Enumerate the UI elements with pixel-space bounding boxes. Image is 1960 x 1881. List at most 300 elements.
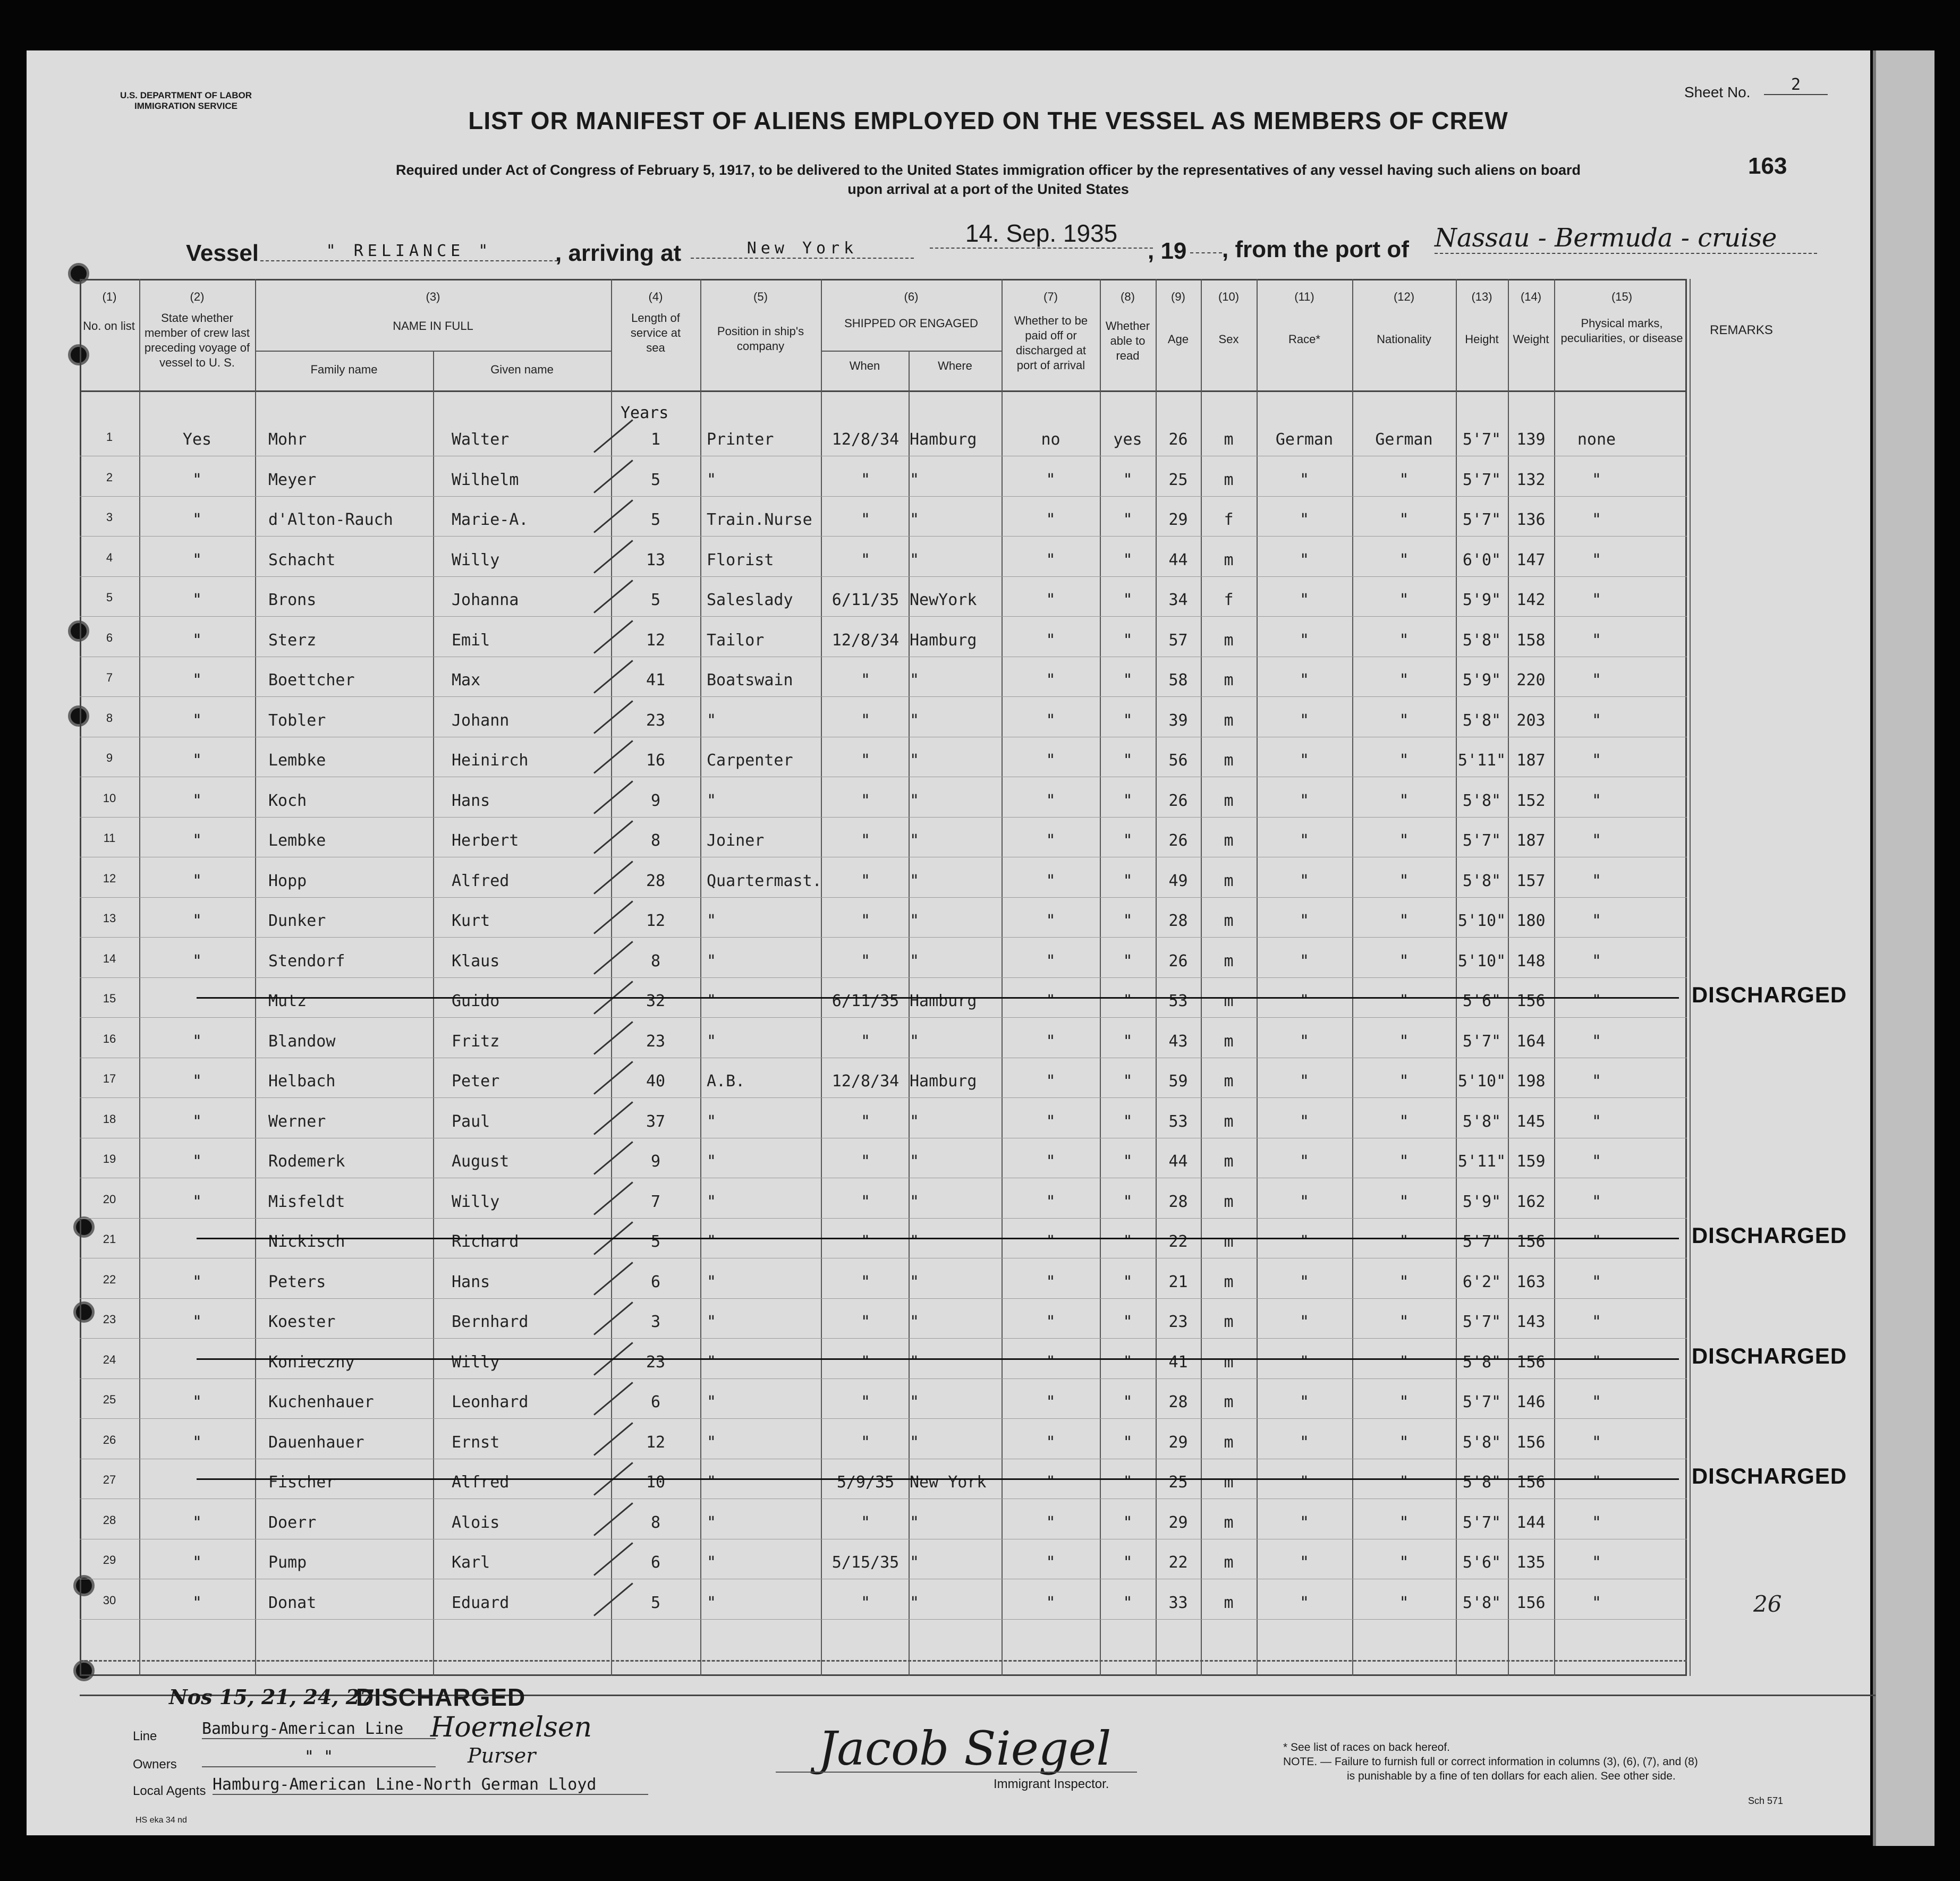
col8-number: (8): [1121, 290, 1135, 303]
nationality: ": [1399, 1433, 1409, 1452]
col3-header: NAME IN FULL: [393, 319, 473, 333]
age: 44: [1168, 550, 1188, 569]
col14-header: Weight: [1513, 333, 1549, 346]
col5-header: Position in ship's company: [717, 325, 804, 353]
service-years: 5: [650, 591, 661, 609]
age: 58: [1168, 671, 1188, 690]
prev-voyage: ": [192, 831, 202, 850]
position: ": [707, 1352, 717, 1372]
owners-label: Owners: [133, 1757, 177, 1772]
race: ": [1299, 1192, 1310, 1211]
shipped-where: Hamburg: [910, 992, 977, 1010]
physical-marks: ": [1591, 1232, 1602, 1251]
nationality: ": [1399, 631, 1409, 650]
subtitle-line-1: Required under Act of Congress of February 5, 1917, to be delivered to the United States immigration officer by the representatives of any vessel having such aliens on board: [395, 162, 1581, 178]
service-years: 32: [646, 992, 666, 1010]
prev-voyage: ": [192, 671, 202, 690]
row-number: 7: [106, 671, 113, 684]
given-name: Alois: [452, 1513, 500, 1532]
shipped-where: Hamburg: [910, 1072, 977, 1091]
shipped-where: ": [910, 871, 920, 890]
form-code: HS eka 34 nd: [135, 1816, 187, 1825]
shipped-where: ": [910, 470, 920, 489]
physical-marks: ": [1591, 951, 1602, 971]
prev-voyage: ": [192, 631, 202, 650]
paid-off: ": [1046, 1232, 1056, 1251]
weight: 198: [1516, 1072, 1546, 1091]
arriving-label: , arriving at: [555, 240, 682, 266]
given-name: Kurt: [452, 912, 490, 930]
row-remark: DISCHARGED: [1691, 1463, 1847, 1488]
row-rule: [80, 977, 1687, 978]
row-number: 26: [103, 1433, 116, 1446]
shipped-where: ": [910, 1192, 920, 1211]
col6-header: SHIPPED OR ENGAGED: [844, 317, 978, 330]
able-to-read: ": [1123, 510, 1133, 529]
race: ": [1299, 791, 1310, 810]
able-to-read: ": [1123, 831, 1133, 850]
able-to-read: ": [1123, 591, 1133, 609]
nationality: ": [1399, 591, 1409, 609]
shipped-when: ": [860, 711, 871, 730]
row-rule: [80, 1298, 1687, 1299]
family-name: Misfeldt: [268, 1192, 345, 1211]
nationality: ": [1399, 1352, 1409, 1372]
family-name: Meyer: [268, 470, 317, 489]
able-to-read: ": [1123, 550, 1133, 569]
height: 5'8": [1462, 631, 1501, 650]
nationality: ": [1399, 1393, 1409, 1411]
shipped-when: 6/11/35: [831, 591, 900, 609]
able-to-read: ": [1123, 1473, 1133, 1492]
prev-voyage: ": [192, 951, 202, 971]
row-number: 2: [106, 470, 113, 484]
family-name: Fischer: [268, 1473, 336, 1492]
position: ": [707, 1232, 717, 1251]
height: 5'7": [1462, 430, 1501, 449]
nationality: ": [1399, 1313, 1409, 1331]
shipped-where: ": [910, 671, 920, 690]
prev-voyage: ": [192, 1433, 202, 1452]
family-name: Lembke: [268, 831, 326, 850]
col10-header: Sex: [1218, 333, 1239, 346]
sex: m: [1224, 1393, 1234, 1411]
able-to-read: ": [1123, 1152, 1133, 1171]
physical-marks: ": [1591, 711, 1602, 730]
subtitle-line-2: upon arrival at a port of the United States: [847, 181, 1129, 197]
paid-off: ": [1046, 550, 1056, 569]
paid-off: ": [1046, 470, 1056, 489]
family-name: Schacht: [268, 550, 336, 569]
height: 5'7": [1462, 1313, 1501, 1331]
height: 5'11": [1457, 751, 1506, 770]
inspector-label: Immigrant Inspector.: [994, 1777, 1109, 1791]
race: ": [1299, 1072, 1310, 1091]
prev-voyage: ": [192, 751, 202, 770]
prev-voyage: Yes: [182, 430, 212, 449]
sex: m: [1224, 1112, 1234, 1131]
service-years: 10: [646, 1473, 666, 1492]
given-name: Johann: [452, 711, 510, 730]
row-number: 1: [106, 430, 113, 444]
physical-marks: ": [1591, 1473, 1602, 1492]
weight: 156: [1516, 1352, 1546, 1372]
position: ": [707, 1513, 717, 1532]
row-number: 23: [103, 1313, 116, 1326]
given-name: Eduard: [452, 1593, 510, 1612]
position: Tailor: [707, 631, 765, 650]
physical-marks: ": [1591, 1553, 1602, 1572]
nationality: ": [1399, 1032, 1409, 1051]
nationality: ": [1399, 992, 1409, 1010]
nationality: German: [1375, 430, 1433, 449]
race: ": [1299, 1352, 1310, 1372]
physical-marks: ": [1591, 912, 1602, 930]
shipped-where: ": [910, 1513, 920, 1532]
service-years: 8: [650, 1513, 661, 1532]
weight: 152: [1516, 791, 1546, 810]
nationality: ": [1399, 510, 1409, 529]
service-years: 23: [646, 711, 666, 730]
paid-off: ": [1046, 1593, 1056, 1612]
shipped-where: ": [910, 1313, 920, 1331]
race: ": [1299, 1313, 1310, 1331]
shipped-where: New York: [910, 1473, 987, 1492]
given-name: Fritz: [452, 1032, 500, 1051]
given-name: Guido: [452, 992, 500, 1010]
stamp-number: 163: [1748, 153, 1787, 179]
col15-number: (15): [1611, 290, 1633, 303]
prev-voyage: ": [192, 711, 202, 730]
shipped-when: 6/11/35: [831, 992, 900, 1010]
height: 5'8": [1462, 871, 1501, 890]
race: ": [1299, 1473, 1310, 1492]
nationality: ": [1399, 1112, 1409, 1131]
given-name: Walter: [452, 430, 510, 449]
family-name: Helbach: [268, 1072, 336, 1091]
row-rule: [80, 817, 1687, 818]
race: ": [1299, 1593, 1310, 1612]
row-remark: DISCHARGED: [1691, 1343, 1847, 1368]
shipped-where: ": [910, 1393, 920, 1411]
service-years: 23: [646, 1352, 666, 1372]
age: 28: [1168, 1393, 1188, 1411]
line-value: Bamburg-American Line: [202, 1720, 436, 1739]
height: 5'9": [1462, 671, 1501, 690]
able-to-read: ": [1123, 1352, 1133, 1372]
row-number: 8: [106, 711, 113, 725]
col1-number: (1): [102, 290, 117, 303]
prev-voyage: ": [192, 1072, 202, 1091]
prev-voyage: ": [192, 1393, 202, 1411]
height: 5'7": [1462, 470, 1501, 489]
height: 5'10": [1457, 951, 1506, 971]
family-name: Sterz: [268, 631, 317, 650]
inspector-signature: Jacob Siegel: [818, 1721, 1111, 1776]
paid-off: ": [1046, 1473, 1056, 1492]
prev-voyage: ": [192, 550, 202, 569]
service-years: 6: [650, 1553, 661, 1572]
position: ": [707, 1032, 717, 1051]
paid-off: ": [1046, 510, 1056, 529]
height: 5'8": [1462, 1352, 1501, 1372]
sex: m: [1224, 912, 1234, 930]
physical-marks: ": [1591, 1513, 1602, 1532]
sex: m: [1224, 711, 1234, 730]
col6a-header: When: [849, 359, 880, 372]
height: 5'6": [1462, 1553, 1501, 1572]
family-name: Blandow: [268, 1032, 336, 1051]
family-name: Tobler: [268, 711, 326, 730]
given-name: Ernst: [452, 1433, 500, 1452]
row-rule: [80, 937, 1687, 938]
paid-off: ": [1046, 671, 1056, 690]
sex: m: [1224, 791, 1234, 810]
given-name: Paul: [452, 1112, 490, 1131]
weight: 180: [1516, 912, 1546, 930]
shipped-when: ": [860, 671, 871, 690]
col1-header: No. on list: [83, 319, 135, 333]
race: German: [1275, 430, 1334, 449]
age: 22: [1168, 1232, 1188, 1251]
position: Train.Nurse: [707, 510, 812, 529]
nationality: ": [1399, 791, 1409, 810]
race: ": [1299, 912, 1310, 930]
row-remark: DISCHARGED: [1691, 982, 1847, 1007]
service-years: 1: [650, 430, 661, 449]
able-to-read: ": [1123, 1032, 1133, 1051]
shipped-where: ": [910, 1152, 920, 1171]
line-label: Line: [133, 1729, 157, 1743]
sex: f: [1224, 591, 1234, 609]
row-rule: [80, 1097, 1687, 1098]
col3a-header: Family name: [310, 363, 378, 376]
row-number: 27: [103, 1473, 116, 1486]
shipped-when: 12/8/34: [831, 430, 900, 449]
prev-voyage: ": [192, 1112, 202, 1131]
position: ": [707, 992, 717, 1010]
col12-number: (12): [1393, 290, 1415, 303]
shipped-where: Hamburg: [910, 631, 977, 650]
row-rule: [80, 576, 1687, 577]
col12-header: Nationality: [1377, 333, 1431, 346]
position: ": [707, 912, 717, 930]
able-to-read: ": [1123, 1393, 1133, 1411]
col4-number: (4): [648, 290, 663, 303]
prev-voyage: ": [192, 912, 202, 930]
able-to-read: ": [1123, 1192, 1133, 1211]
position: ": [707, 1112, 717, 1131]
nationality: ": [1399, 1072, 1409, 1091]
paid-off: ": [1046, 711, 1056, 730]
row-number: 18: [103, 1112, 116, 1126]
nationality: ": [1399, 1593, 1409, 1612]
weight: 156: [1516, 1473, 1546, 1492]
shipped-when: 12/8/34: [831, 1072, 900, 1091]
service-years: 28: [646, 871, 666, 890]
position: Joiner: [707, 831, 765, 850]
col7-header: Whether to be paid off or discharged at port of arrival: [1014, 314, 1088, 372]
discharged-list: Nos 15, 21, 24, 27: [169, 1685, 374, 1709]
sex: m: [1224, 751, 1234, 770]
height: 5'11": [1457, 1152, 1506, 1171]
nationality: ": [1399, 1553, 1409, 1572]
sex: m: [1224, 631, 1234, 650]
shipped-when: ": [860, 1433, 871, 1452]
age: 26: [1168, 430, 1188, 449]
given-name: Alfred: [452, 1473, 510, 1492]
height: 5'8": [1462, 1593, 1501, 1612]
physical-marks: ": [1591, 1152, 1602, 1171]
position: Saleslady: [707, 591, 793, 609]
race: ": [1299, 1112, 1310, 1131]
row-remark: DISCHARGED: [1691, 1223, 1847, 1248]
given-name: Johanna: [452, 591, 519, 609]
physical-marks: ": [1591, 1272, 1602, 1291]
agency-line-1: U.S. DEPARTMENT OF LABOR: [120, 90, 252, 100]
height: 6'2": [1462, 1272, 1501, 1291]
age: 41: [1168, 1352, 1188, 1372]
arriving-port: New York: [691, 239, 914, 259]
sex: m: [1224, 1352, 1234, 1372]
fine-note-1: NOTE. — Failure to furnish full or correct information in columns (3), (6), (7), and (8): [1283, 1756, 1698, 1768]
age: 29: [1168, 510, 1188, 529]
shipped-where: ": [910, 1352, 920, 1372]
race: ": [1299, 1393, 1310, 1411]
schedule-code: Sch 571: [1748, 1795, 1784, 1806]
given-name: Karl: [452, 1553, 490, 1572]
nationality: ": [1399, 1232, 1409, 1251]
nationality: ": [1399, 912, 1409, 930]
shipped-where: ": [910, 510, 920, 529]
able-to-read: ": [1123, 912, 1133, 930]
able-to-read: ": [1123, 1593, 1133, 1612]
physical-marks: ": [1591, 1313, 1602, 1331]
physical-marks: ": [1591, 1433, 1602, 1452]
age: 25: [1168, 1473, 1188, 1492]
row-rule: [80, 897, 1687, 898]
weight: 145: [1516, 1112, 1546, 1131]
row-number: 16: [103, 1032, 116, 1045]
height: 5'7": [1462, 1513, 1501, 1532]
nationality: ": [1399, 711, 1409, 730]
age: 33: [1168, 1593, 1188, 1612]
race: ": [1299, 951, 1310, 971]
prev-voyage: ": [192, 1032, 202, 1051]
given-name: Leonhard: [452, 1393, 529, 1411]
sex: m: [1224, 871, 1234, 890]
paid-off: ": [1046, 791, 1056, 810]
service-years: 16: [646, 751, 666, 770]
shipped-where: ": [910, 1232, 920, 1251]
row-rule: [80, 696, 1687, 697]
owners-value: " ": [202, 1748, 436, 1767]
vessel-label: Vessel: [186, 240, 259, 266]
family-name: Brons: [268, 591, 317, 609]
family-name: Stendorf: [268, 951, 345, 971]
position: ": [707, 1553, 717, 1572]
physical-marks: ": [1591, 1352, 1602, 1372]
physical-marks: ": [1591, 671, 1602, 690]
race: ": [1299, 1272, 1310, 1291]
able-to-read: ": [1123, 470, 1133, 489]
age: 26: [1168, 791, 1188, 810]
row-remark: 26: [1753, 1590, 1782, 1617]
weight: 156: [1516, 992, 1546, 1010]
row-number: 28: [103, 1513, 116, 1527]
from-port: Nassau - Bermuda - cruise: [1435, 223, 1817, 254]
row-rule: [80, 1619, 1687, 1620]
paid-off: no: [1041, 430, 1060, 449]
row-number: 10: [103, 791, 116, 805]
row-number: 4: [106, 550, 113, 564]
family-name: Werner: [268, 1112, 326, 1131]
nationality: ": [1399, 671, 1409, 690]
age: 22: [1168, 1553, 1188, 1572]
header-bottom-line: [80, 390, 1687, 392]
able-to-read: ": [1123, 1433, 1133, 1452]
years-label: Years: [621, 404, 669, 422]
shipped-when: ": [860, 1352, 871, 1372]
prev-voyage: ": [192, 1593, 202, 1612]
service-years: 6: [650, 1272, 661, 1291]
paid-off: ": [1046, 1553, 1056, 1572]
row-number: 25: [103, 1393, 116, 1406]
agents-label: Local Agents: [133, 1784, 206, 1798]
position: Carpenter: [707, 751, 793, 770]
strike-through-line: [197, 1238, 1679, 1239]
physical-marks: ": [1591, 1593, 1602, 1612]
fine-note-2: is punishable by a fine of ten dollars for each alien. See other side.: [1347, 1770, 1676, 1782]
shipped-where: ": [910, 951, 920, 971]
service-years: 6: [650, 1393, 661, 1411]
able-to-read: ": [1123, 631, 1133, 650]
row-number: 11: [103, 831, 116, 845]
service-years: 12: [646, 631, 666, 650]
inspector-line: [776, 1772, 1137, 1773]
nationality: ": [1399, 1192, 1409, 1211]
race: ": [1299, 992, 1310, 1010]
shipped-when: ": [860, 1313, 871, 1331]
page-subtitle: [223, 160, 1753, 199]
service-years: 40: [646, 1072, 666, 1091]
col11-number: (11): [1294, 290, 1314, 303]
height: 5'9": [1462, 591, 1501, 609]
family-name: Lembke: [268, 751, 326, 770]
family-name: Nickisch: [268, 1232, 345, 1251]
row-number: 15: [103, 992, 116, 1005]
paid-off: ": [1046, 1112, 1056, 1131]
age: 53: [1168, 992, 1188, 1010]
given-name: Willy: [452, 1192, 500, 1211]
given-name: Marie-A.: [452, 510, 529, 529]
height: 5'8": [1462, 711, 1501, 730]
sex: m: [1224, 430, 1234, 449]
position: Printer: [707, 430, 774, 449]
row-number: 14: [103, 951, 116, 965]
shipped-where: ": [910, 751, 920, 770]
physical-marks: ": [1591, 631, 1602, 650]
weight: 163: [1516, 1272, 1546, 1291]
paid-off: ": [1046, 1192, 1056, 1211]
given-name: Peter: [452, 1072, 500, 1091]
height: 5'7": [1462, 510, 1501, 529]
height: 6'0": [1462, 550, 1501, 569]
able-to-read: ": [1123, 671, 1133, 690]
prev-voyage: ": [192, 871, 202, 890]
position: ": [707, 1473, 717, 1492]
shipped-where: ": [910, 1112, 920, 1131]
